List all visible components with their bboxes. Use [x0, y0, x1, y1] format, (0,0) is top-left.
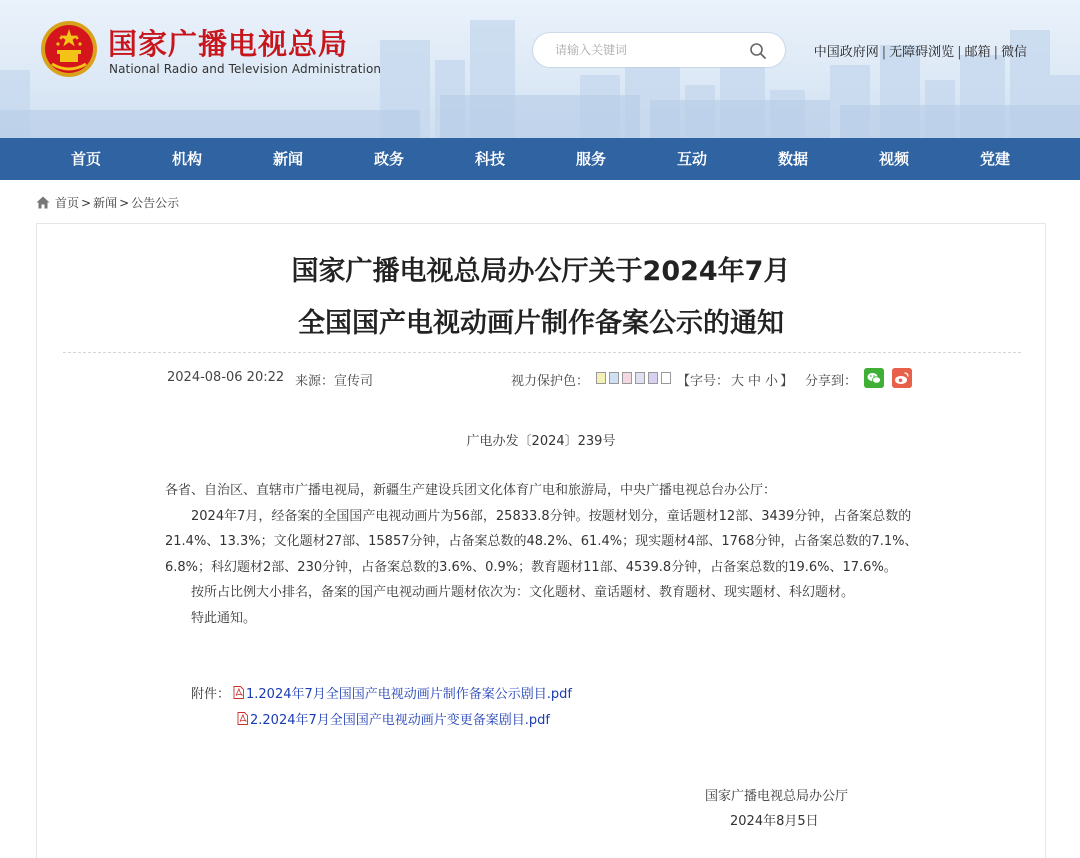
breadcrumb-home[interactable]: 首页 — [55, 196, 80, 210]
home-icon — [36, 196, 50, 209]
signature-organization: 国家广播电视总局办公厅 — [705, 789, 849, 804]
search-input[interactable] — [555, 39, 745, 61]
top-links: 中国政府网 | 无障碍浏览 | 邮箱 | 微信 — [813, 45, 1027, 60]
color-swatch-purple[interactable] — [648, 372, 658, 384]
link-accessibility[interactable]: 无障碍浏览 — [889, 45, 955, 60]
color-swatch-pink[interactable] — [622, 372, 632, 384]
font-size-medium[interactable]: 中 — [748, 374, 762, 389]
breadcrumb-announcements[interactable]: 公告公示 — [131, 196, 180, 210]
attachments-label: 附件： — [191, 687, 231, 702]
document-number: 广电办发〔2024〕239号 — [466, 434, 616, 449]
site-header — [0, 0, 1080, 138]
title-divider — [63, 352, 1021, 353]
nav-item-party[interactable]: 党建 — [979, 150, 1010, 168]
attachment-link-2[interactable] — [237, 709, 550, 728]
nav-item-news[interactable]: 新闻 — [272, 150, 303, 168]
color-swatch-blue[interactable] — [609, 372, 619, 384]
article-container — [36, 223, 1046, 858]
article-title-line1: 国家广播电视总局办公厅关于2024年7月 — [291, 256, 791, 287]
nav-item-organization[interactable]: 机构 — [171, 150, 202, 168]
nav-item-data[interactable]: 数据 — [777, 150, 808, 168]
article-title-line2: 全国国产电视动画片制作备案公示的通知 — [298, 308, 784, 339]
body-paragraph-2: 按所占比例大小排名，备案的国产电视动画片题材依次为：文化题材、童话题材、教育题材、现实题材、科幻题材。 — [191, 585, 855, 600]
body-paragraph-1: 2024年7月，经备案的全国国产电视动画片为56部，25833.8分钟。按题材划分，童话题材12部、3439分钟，占备案总数的21.4%、13.3%；文化题材27部、15857分钟，占备案总数的48.2%、61.4%；现实题材4部、1768分钟，占备案总数的7.1%、6.8%；科幻题材2部、230分钟，占备案总数的3.6%、0.9%；教育题材11部、4539.8分钟，占备案总数的19.6%、17.6%。 — [165, 508, 918, 575]
font-size-large[interactable]: 大 — [731, 374, 745, 389]
color-swatch-white[interactable] — [661, 372, 671, 384]
font-size-small[interactable]: 小 — [765, 374, 779, 389]
nav-item-video[interactable]: 视频 — [878, 150, 909, 168]
eye-protection-swatches — [596, 372, 671, 384]
national-emblem-logo — [40, 20, 98, 78]
eye-protection-label: 视力保护色： — [511, 374, 590, 389]
pdf-icon — [233, 686, 244, 699]
site-title: 国家广播电视总局 — [108, 27, 349, 61]
body-paragraph-3: 特此通知。 — [191, 610, 257, 626]
search-box — [533, 33, 785, 67]
link-mailbox[interactable]: 邮箱 — [964, 45, 991, 60]
pdf-icon — [237, 712, 248, 725]
nav-item-government[interactable]: 政务 — [373, 150, 404, 168]
publish-date: 2024-08-06 20:22 — [167, 370, 285, 385]
article-title — [37, 246, 1045, 350]
nav-item-technology[interactable]: 科技 — [474, 150, 505, 168]
salutation: 各省、自治区、直辖市广播电视局，新疆生产建设兵团文化体育广电和旅游局，中央广播电视总台办公厅： — [165, 483, 777, 498]
search-icon[interactable] — [749, 42, 767, 60]
color-swatch-gray[interactable] — [635, 372, 645, 384]
color-swatch-yellow[interactable] — [596, 372, 606, 384]
site-subtitle: National Radio and Television Administration — [109, 62, 382, 76]
attachment-link-1-text: 1.2024年7月全国国产电视动画片制作备案公示剧目.pdf — [246, 687, 572, 702]
nav-item-home[interactable]: 首页 — [70, 150, 101, 168]
attachment-link-2-text: 2.2024年7月全国国产电视动画片变更备案剧目.pdf — [250, 713, 550, 728]
article-body — [165, 478, 925, 631]
weibo-share-icon[interactable] — [892, 368, 912, 388]
main-nav — [0, 138, 1080, 180]
nav-item-interaction[interactable]: 互动 — [676, 150, 707, 168]
breadcrumb-news[interactable]: 新闻 — [93, 196, 118, 210]
attachment-link-1[interactable] — [233, 683, 572, 702]
nav-item-services[interactable]: 服务 — [575, 150, 606, 168]
signature-date: 2024年8月5日 — [730, 814, 819, 829]
font-size-control: 【字号： 大 中 小 】 — [677, 374, 794, 389]
wechat-share-icon[interactable] — [864, 368, 884, 388]
breadcrumb: 首页 > 新闻 > 公告公示 — [36, 194, 179, 211]
link-gov-portal[interactable]: 中国政府网 — [813, 45, 879, 60]
share-label: 分享到： — [805, 374, 858, 389]
article-source: 来源：宣传司 — [295, 374, 374, 389]
link-wechat[interactable]: 微信 — [1000, 45, 1027, 60]
